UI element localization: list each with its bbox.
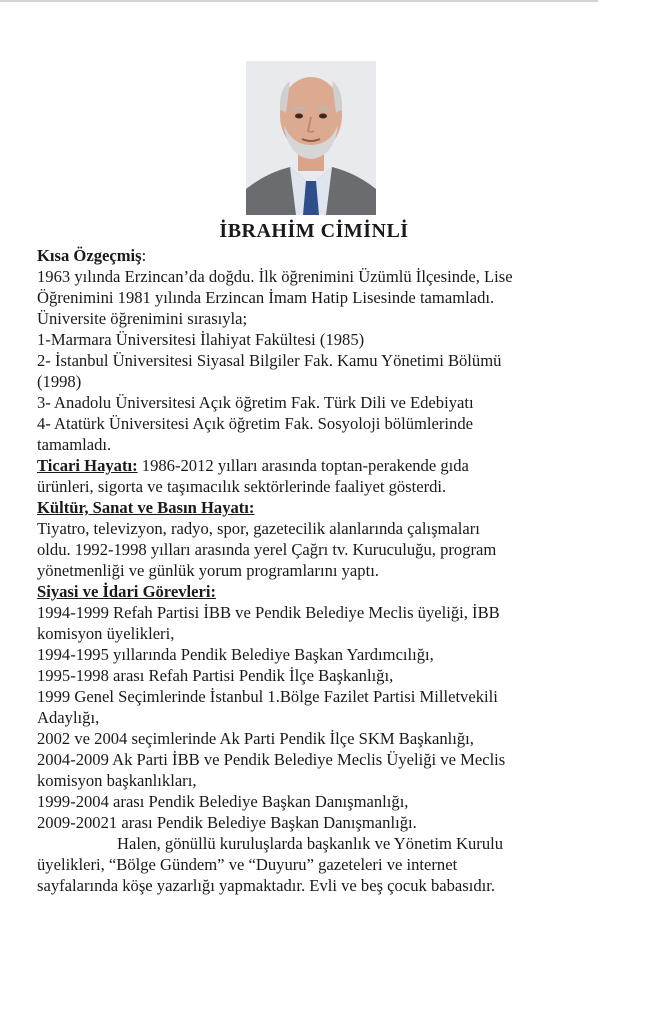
- culture-line: oldu. 1992-1998 yılları arasında yerel Çağrı tv. Kuruculuğu, program: [37, 540, 497, 559]
- short-bio-heading-line: [37, 245, 597, 266]
- closing-line: Halen, gönüllü kuruluşlarda başkanlık ve Yönetim Kurulu: [117, 834, 504, 853]
- commerce-text: 1986-2012 yılları arasında toptan-perakende gıda: [137, 456, 469, 475]
- bio-line: 2- İstanbul Üniversitesi Siyasal Bilgiler Fak. Kamu Yönetimi Bölümü: [37, 351, 502, 370]
- bio-line: 4- Atatürk Üniversitesi Açık öğretim Fak. Sosyoloji bölümlerinde: [37, 414, 473, 433]
- politics-line: komisyon başkanlıkları,: [37, 771, 197, 790]
- bio-line: 1963 yılında Erzincan’da doğdu. İlk öğrenimini Üzümlü İlçesinde, Lise: [37, 267, 513, 286]
- politics-heading: Siyasi ve İdari Görevleri:: [37, 582, 216, 601]
- politics-line: 1994-1995 yıllarında Pendik Belediye Başkan Yardımcılığı,: [37, 645, 434, 664]
- top-divider: [0, 0, 598, 2]
- politics-line: Adaylığı,: [37, 708, 100, 727]
- commerce-heading: Ticari Hayatı:: [37, 456, 138, 475]
- portrait-photo: [246, 61, 376, 215]
- politics-line: 1994-1999 Refah Partisi İBB ve Pendik Belediye Meclis üyeliği, İBB: [37, 603, 500, 622]
- commerce-line: [37, 455, 597, 476]
- politics-line: 2009-20021 arası Pendik Belediye Başkan Danışmanlığı.: [37, 813, 417, 832]
- short-bio-colon: :: [141, 246, 147, 265]
- closing-line: üyelikleri, “Bölge Gündem” ve “Duyuru” gazeteleri ve internet: [37, 855, 458, 874]
- commerce-line: ürünleri, sigorta ve taşımacılık sektörlerinde faaliyet gösterdi.: [37, 477, 447, 496]
- bio-line: Üniversite öğrenimini sırasıyla;: [37, 309, 248, 328]
- culture-line: Tiyatro, televizyon, radyo, spor, gazetecilik alanlarında çalışmaları: [37, 519, 480, 538]
- bio-line: (1998): [37, 372, 82, 391]
- bio-line: 3- Anadolu Üniversitesi Açık öğretim Fak. Türk Dili ve Edebiyatı: [37, 393, 474, 412]
- bio-line: tamamladı.: [37, 435, 112, 454]
- politics-line: komisyon üyelikleri,: [37, 624, 175, 643]
- biography-text: [37, 245, 597, 896]
- bio-line: 1-Marmara Üniversitesi İlahiyat Fakültesi (1985): [37, 330, 365, 349]
- politics-line: 2002 ve 2004 seçimlerinde Ak Parti Pendik İlçe SKM Başkanlığı,: [37, 729, 474, 748]
- closing-line: sayfalarında köşe yazarlığı yapmaktadır. Evli ve beş çocuk babasıdır.: [37, 876, 496, 895]
- short-bio-heading: Kısa Özgeçmiş: [37, 246, 142, 265]
- culture-line: yönetmenliği ve günlük yorum programlarını yaptı.: [37, 561, 379, 580]
- culture-heading: Kültür, Sanat ve Basın Hayatı:: [37, 498, 255, 517]
- person-name: İBRAHİM CİMİNLİ: [219, 220, 409, 242]
- politics-line: 1999 Genel Seçimlerinde İstanbul 1.Bölge Fazilet Partisi Milletvekili: [37, 687, 498, 706]
- bio-line: Öğrenimini 1981 yılında Erzincan İmam Hatip Lisesinde tamamladı.: [37, 288, 495, 307]
- politics-line: 1999-2004 arası Pendik Belediye Başkan Danışmanlığı,: [37, 792, 409, 811]
- politics-line: 2004-2009 Ak Parti İBB ve Pendik Belediye Meclis Üyeliği ve Meclis: [37, 750, 506, 769]
- politics-line: 1995-1998 arası Refah Partisi Pendik İlçe Başkanlığı,: [37, 666, 394, 685]
